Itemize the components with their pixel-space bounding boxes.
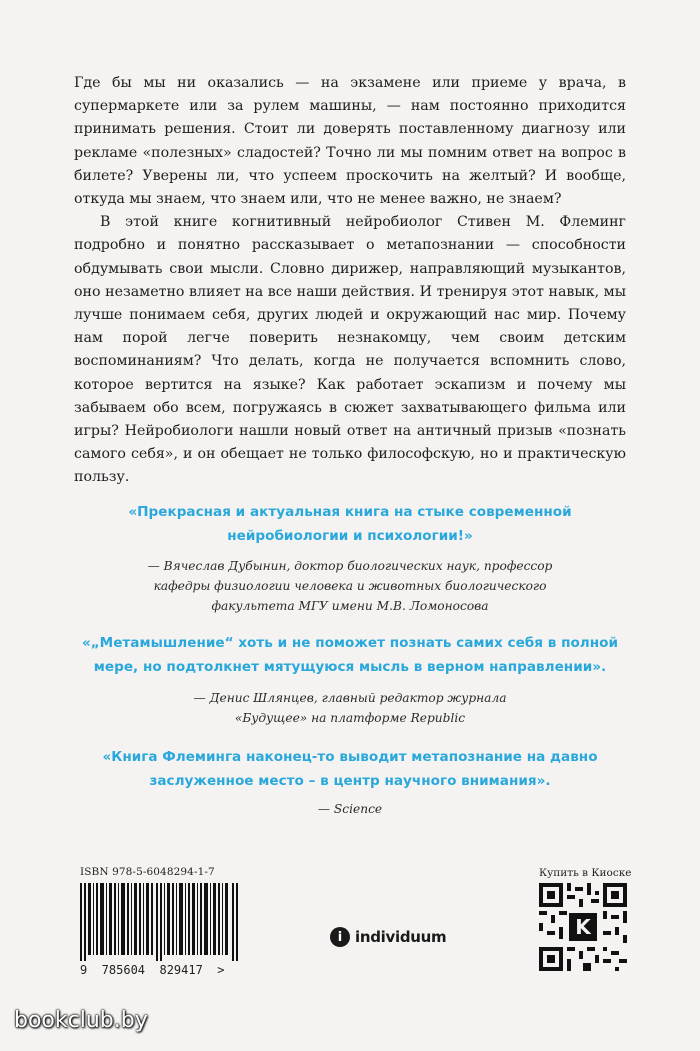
publisher-logo	[330, 927, 446, 947]
quote-attribution-1	[74, 556, 626, 616]
isbn-label: ISBN 978-5-6048294-1-7	[80, 866, 215, 878]
barcode-digits: 9 785604 829417 >	[80, 963, 225, 977]
quote-line: нейробиологии и психологии!»	[227, 528, 473, 544]
quote-line: «Книга Флеминга наконец-то выводит метапознание на давно	[102, 749, 598, 765]
quote-line: мере, но подтолкнет мятущуюся мысль в верном направлении».	[93, 659, 607, 675]
publisher-name: individuum	[355, 928, 447, 946]
qr-caption: Купить в Киоске	[539, 867, 632, 879]
back-cover-blurb	[74, 72, 626, 490]
attribution-line: — Science	[317, 802, 383, 816]
barcode-icon	[80, 883, 238, 961]
qr-code-icon	[539, 883, 627, 971]
quote-attribution-2	[74, 688, 626, 728]
quote-line: «„Метамышление“ хоть и не поможет познать самих себя в полной	[81, 635, 619, 651]
blurb-paragraph-1: Где бы мы ни оказались — на экзамене или приеме у врача, в супермаркете или за рулем машины, — нам постоянно приходится принимать решения. Стоит ли доверять поставленному диагнозу или рекламе «полезных» сладостей? Точно ли мы помним ответ на вопрос в билете? Уверены ли, что успеем проскочить на желтый? И вообще, откуда мы знаем, что знаем или, что не менее важно, не знаем?	[74, 75, 626, 208]
attribution-line: факультета МГУ имени М.В. Ломоносова	[211, 599, 489, 613]
watermark: bookclub.by	[14, 1008, 148, 1033]
quote-line: заслуженное место – в центр научного внимания».	[149, 773, 551, 789]
review-quote-2	[74, 631, 626, 679]
quote-attribution-3	[74, 799, 626, 819]
blurb-paragraph-2: В этой книге когнитивный нейробиолог Стивен М. Флеминг подробно и понятно рассказывает о метапознании — способности обдумывать свои мысли. Словно дирижер, направляющий музыкантов, оно незаметно влияет на все наши действия. И тренируя этот навык, мы лучше понимаем себя, других людей и окружающий нас мир. Почему нам порой легче поверить незнакомцу, чем своим детским воспоминаниям? Что делать, когда не получается вспомнить слово, которое вертится на языке? Как работает эскапизм и почему мы забываем обо всем, погружаясь в сюжет захватывающего фильма или игры? Нейробиологи нашли новый ответ на античный призыв «познать самого себя», и он обещает не только философскую, но и практическую пользу.	[74, 214, 626, 486]
review-quote-1	[74, 500, 626, 548]
quote-line: «Прекрасная и актуальная книга на стыке современной	[128, 504, 572, 520]
attribution-line: кафедры физиологии человека и животных биологического	[153, 579, 547, 593]
attribution-line: — Денис Шлянцев, главный редактор журнала	[193, 691, 507, 705]
review-quote-3	[74, 745, 626, 793]
publisher-icon: i	[330, 927, 350, 947]
attribution-line: — Вячеслав Дубынин, доктор биологических наук, профессор	[147, 559, 553, 573]
qr-badge-letter: K	[575, 915, 591, 939]
attribution-line: «Будущее» на платформе Republic	[234, 711, 466, 725]
